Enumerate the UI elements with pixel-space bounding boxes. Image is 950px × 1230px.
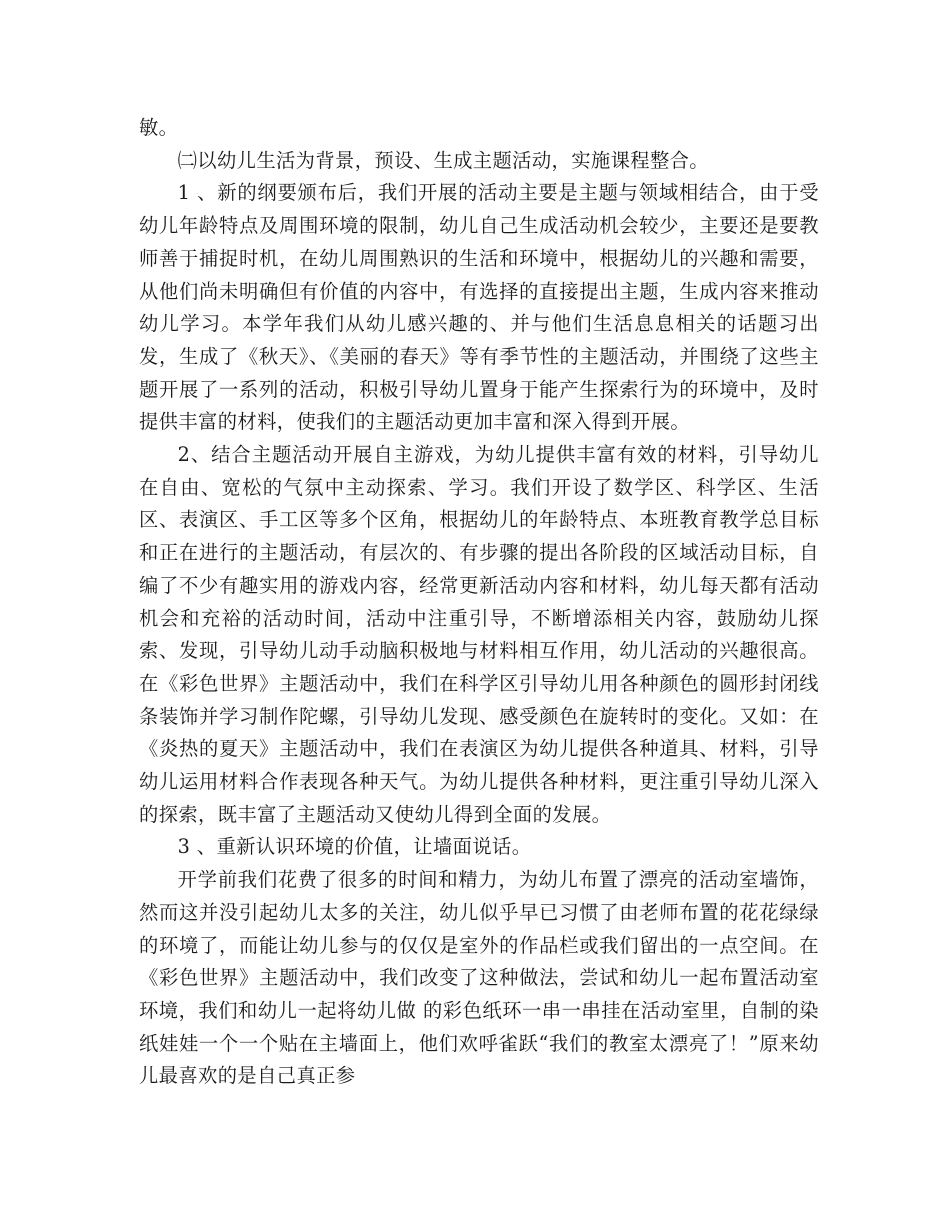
paragraph-section-heading: ㈡以幼儿生活为背景，预设、生成主题活动，实施课程整合。 bbox=[177, 148, 709, 172]
paragraph-continuation: 敏。 bbox=[139, 116, 179, 139]
paragraph-item-1: 1 、新的纲要颁布后，我们开展的活动主要是主题与领域相结合，由于受幼儿年龄特点及周围环境的限制，幼儿自己生成活动机会较少，主要还是要教师善于捕捉时机，在幼儿周围熟识的生活和环境中，根据幼儿的兴趣和需要，从他们尚未明确但有价值的内容中，有选择的直接提出主题，生成内容来推动幼儿学习。本学年我们从幼儿感兴趣的、并与他们生活息息相关的话题习出发，生成了《秋天》、《美丽的春天》等有季节性的主题活动，并围绕了这些主题开展了一系列的活动，积极引导幼儿置身于能产生探索行为的环境中，及时提供丰富的材料，使我们的主题活动更加丰富和深入得到开展。 bbox=[139, 181, 819, 434]
document-body bbox=[139, 112, 819, 1093]
paragraph-body: 开学前我们花费了很多的时间和精力，为幼儿布置了漂亮的活动室墙饰，然而这并没引起幼儿太多的关注，幼儿似乎早已习惯了由老师布置的花花绿绿的环境了，而能让幼儿参与的仅仅是室外的作品栏或我们留出的一点空间。在《彩色世界》主题活动中，我们改变了这种做法，尝试和幼儿一起布置活动室环境，我们和幼儿一起将幼儿做 的彩色纸环一串一串挂在活动室里，自制的染纸娃娃一个一个贴在主墙面上，他们欢呼雀跃“我们的教室太漂亮了！”原来幼儿最喜欢的是自己真正参 bbox=[139, 868, 819, 1088]
paragraph-item-3: 3 、重新认识环境的价值，让墙面说话。 bbox=[177, 835, 532, 859]
paragraph-item-2: 2、结合主题活动开展自主游戏，为幼儿提供丰富有效的材料，引导幼儿在自由、宽松的气氛中主动探索、学习。我们开设了数学区、科学区、生活区、表演区、手工区等多个区角，根据幼儿的年龄特点、本班教育教学总目标和正在进行的主题活动，有层次的、有步骤的提出各阶段的区域活动目标，自编了不少有趣实用的游戏内容，经常更新活动内容和材料，幼儿每天都有活动机会和充裕的活动时间，活动中注重引导，不断增添相关内容，鼓励幼儿探索、发现，引导幼儿动手动脑积极地与材料相互作用，幼儿活动的兴趣很高。在《彩色世界》主题活动中，我们在科学区引导幼儿用各种颜色的圆形封闭线条装饰并学习制作陀螺，引导幼儿发现、感受颜色在旋转时的变化。又如：在《炎热的夏天》主题活动中，我们在表演区为幼儿提供各种道具、材料，引导幼儿运用材料合作表现各种天气。为幼儿提供各种材料，更注重引导幼儿深入的探索，既丰富了主题活动又使幼儿得到全面的发展。 bbox=[139, 443, 819, 826]
